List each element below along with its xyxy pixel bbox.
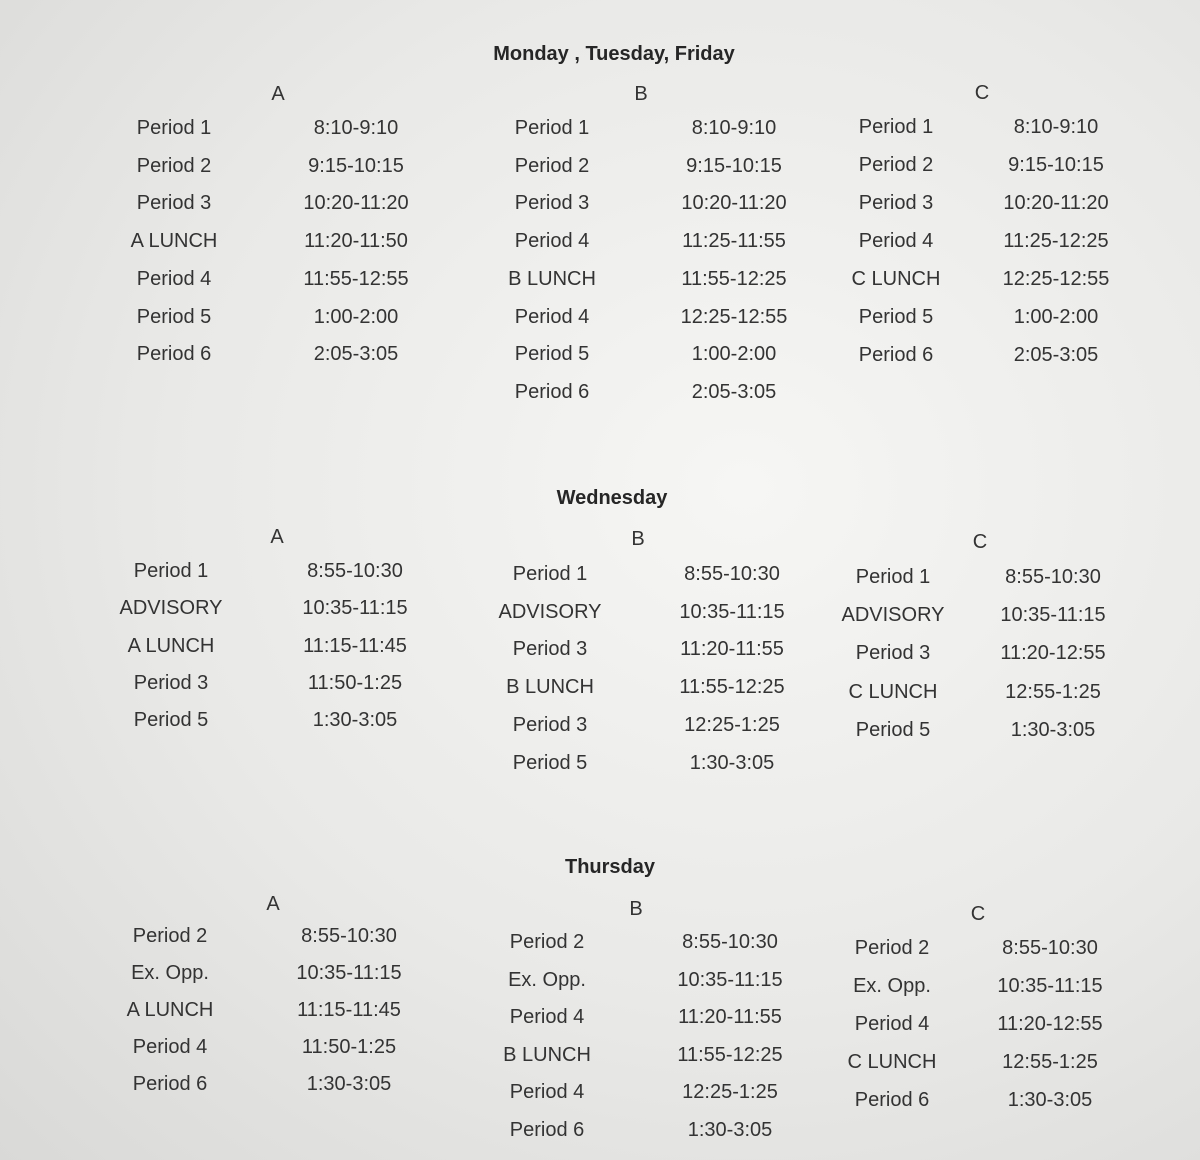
- period-time: 8:55-10:30: [684, 563, 780, 585]
- period-time: 9:15-10:15: [308, 154, 404, 177]
- period-label: Period 1: [512, 563, 588, 585]
- period-label: Period 3: [136, 192, 212, 215]
- period-label: Period 2: [132, 925, 208, 947]
- period-label: Period 5: [136, 305, 212, 328]
- period-label: ADVISORY: [119, 597, 223, 620]
- period-time: 12:55-1:25: [1002, 1050, 1098, 1073]
- period-label: ADVISORY: [498, 600, 602, 623]
- period-label: Period 6: [132, 1072, 208, 1095]
- period-time: 2:05-3:05: [313, 343, 399, 366]
- period-time: 11:20-11:55: [678, 1006, 782, 1029]
- period-time: 11:20-11:55: [680, 638, 784, 661]
- period-time: 9:15-10:15: [1008, 154, 1104, 176]
- period-label: Period 4: [514, 305, 590, 328]
- period-time: 8:55-10:30: [1002, 937, 1098, 959]
- period-label: Period 5: [858, 306, 934, 328]
- period-label: Period 5: [512, 751, 588, 774]
- period-time: 1:00-2:00: [313, 305, 399, 328]
- period-label: Period 3: [512, 713, 588, 736]
- period-time: 2:05-3:05: [691, 380, 777, 403]
- group-b-header: B: [634, 83, 648, 105]
- period-time: 11:50-1:25: [301, 1035, 397, 1058]
- period-time: 8:10-9:10: [1013, 116, 1099, 138]
- period-label: Period 3: [133, 671, 209, 694]
- period-time: 10:20-11:20: [681, 192, 787, 215]
- period-time: 10:35-11:15: [302, 597, 408, 620]
- period-time: 11:55-12:25: [681, 267, 787, 290]
- period-label: Period 6: [509, 1119, 585, 1141]
- period-label: Ex. Opp.: [131, 961, 209, 984]
- period-time: 12:25-12:55: [680, 305, 788, 328]
- group-c-header: C: [972, 531, 988, 553]
- period-label: Ex. Opp.: [508, 968, 586, 991]
- period-time: 11:15-11:45: [297, 998, 401, 1021]
- group-a-header: A: [271, 83, 285, 105]
- period-label: C LUNCH: [848, 680, 938, 703]
- period-label: ADVISORY: [841, 604, 945, 627]
- period-time: 1:30-3:05: [687, 1119, 773, 1141]
- period-time: 10:35-11:15: [1000, 604, 1106, 627]
- period-label: Period 6: [136, 343, 212, 366]
- period-time: 1:00-2:00: [1013, 306, 1099, 328]
- group-c-header: C: [970, 903, 986, 925]
- period-label: Period 4: [854, 1012, 930, 1035]
- group-b-header: B: [629, 898, 643, 920]
- period-time: 8:10-9:10: [691, 117, 777, 139]
- period-time: 11:25-11:55: [682, 230, 786, 253]
- period-time: 10:35-11:15: [296, 961, 402, 984]
- period-label: Period 5: [855, 718, 931, 741]
- period-time: 12:25-12:55: [1002, 268, 1110, 290]
- period-label: Period 4: [858, 230, 934, 252]
- period-time: 8:55-10:30: [682, 931, 778, 953]
- period-time: 1:00-2:00: [691, 343, 777, 366]
- period-label: Period 3: [858, 192, 934, 214]
- group-a-header: A: [266, 893, 280, 915]
- period-label: B LUNCH: [503, 1043, 591, 1066]
- period-label: Period 6: [514, 380, 590, 403]
- period-time: 1:30-3:05: [306, 1072, 392, 1095]
- period-label: Period 5: [133, 709, 209, 732]
- period-time: 12:55-1:25: [1005, 680, 1101, 703]
- period-time: 11:20-12:55: [1000, 642, 1106, 665]
- period-time: 11:20-12:55: [997, 1012, 1103, 1035]
- period-label: Period 1: [858, 116, 934, 138]
- period-label: A LUNCH: [126, 998, 214, 1021]
- period-label: B LUNCH: [508, 267, 596, 290]
- period-label: Period 2: [514, 154, 590, 177]
- period-label: Period 3: [855, 642, 931, 665]
- section-title: Thursday: [564, 856, 656, 878]
- period-time: 2:05-3:05: [1013, 344, 1099, 366]
- period-time: 12:25-1:25: [684, 713, 780, 736]
- period-label: Period 6: [854, 1088, 930, 1111]
- period-label: Period 2: [858, 154, 934, 176]
- period-time: 8:55-10:30: [1005, 566, 1101, 588]
- period-time: 1:30-3:05: [1007, 1088, 1093, 1111]
- period-label: Period 4: [136, 267, 212, 290]
- period-time: 12:25-1:25: [682, 1081, 778, 1104]
- period-label: Period 1: [514, 117, 590, 139]
- period-label: A LUNCH: [130, 230, 218, 253]
- section-title: Wednesday: [556, 487, 668, 509]
- period-time: 10:20-11:20: [303, 192, 409, 215]
- period-label: Period 4: [514, 230, 590, 253]
- period-time: 11:15-11:45: [303, 634, 407, 657]
- period-label: Period 2: [509, 931, 585, 953]
- period-label: Period 2: [136, 154, 212, 177]
- period-time: 8:10-9:10: [313, 117, 399, 139]
- period-label: A LUNCH: [127, 634, 215, 657]
- group-a-header: A: [270, 526, 284, 548]
- period-label: Period 3: [512, 638, 588, 661]
- period-time: 10:35-11:15: [997, 974, 1103, 997]
- period-time: 10:35-11:15: [679, 600, 785, 623]
- period-time: 8:55-10:30: [307, 560, 403, 582]
- period-label: Period 4: [132, 1035, 208, 1058]
- period-time: 10:20-11:20: [1003, 192, 1109, 214]
- group-b-header: B: [631, 528, 645, 550]
- period-time: 11:55-12:25: [677, 1043, 783, 1066]
- period-time: 11:20-11:50: [304, 230, 408, 253]
- group-c-header: C: [974, 82, 990, 104]
- period-label: Period 1: [136, 117, 212, 139]
- period-time: 1:30-3:05: [689, 751, 775, 774]
- period-label: Period 1: [855, 566, 931, 588]
- section-title: Monday , Tuesday, Friday: [493, 43, 735, 65]
- period-label: C LUNCH: [847, 1050, 937, 1073]
- period-time: 9:15-10:15: [686, 154, 782, 177]
- period-time: 11:50-1:25: [307, 671, 403, 694]
- period-label: Period 4: [509, 1006, 585, 1029]
- period-label: Period 4: [509, 1081, 585, 1104]
- period-time: 1:30-3:05: [1010, 718, 1096, 741]
- period-label: Period 1: [133, 560, 209, 582]
- period-label: B LUNCH: [506, 676, 594, 699]
- period-time: 11:55-12:25: [679, 676, 785, 699]
- period-time: 10:35-11:15: [677, 968, 783, 991]
- period-label: Period 5: [514, 343, 590, 366]
- period-label: Period 6: [858, 344, 934, 366]
- period-time: 8:55-10:30: [301, 925, 397, 947]
- period-label: Ex. Opp.: [853, 974, 931, 997]
- period-label: Period 2: [854, 937, 930, 959]
- period-label: C LUNCH: [851, 268, 941, 290]
- period-time: 11:55-12:55: [303, 267, 409, 290]
- period-time: 1:30-3:05: [312, 709, 398, 732]
- period-time: 11:25-12:25: [1003, 230, 1109, 252]
- period-label: Period 3: [514, 192, 590, 215]
